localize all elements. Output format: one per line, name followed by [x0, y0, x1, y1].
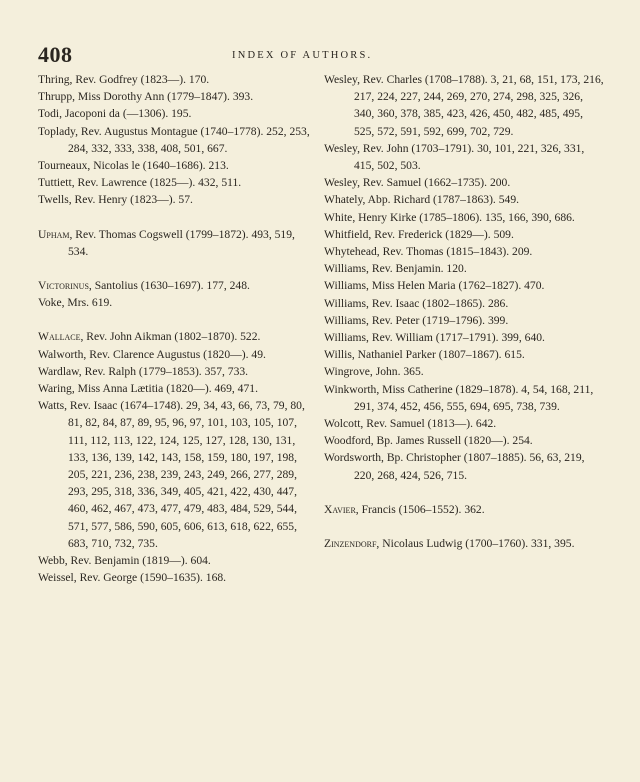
index-entry: Waring, Miss Anna Lætitia (1820—). 469, 471. — [38, 382, 258, 396]
index-entry — [324, 535, 604, 552]
author-surname: Victorinus — [38, 279, 89, 293]
index-entry: Whytehead, Rev. Thomas (1815–1843). 209. — [324, 245, 533, 259]
page-number: 408 — [38, 42, 73, 67]
index-entry: Todi, Jacoponi da (—1306). 195. — [38, 107, 192, 121]
index-entry: Williams, Rev. Benjamin. 120. — [324, 262, 467, 276]
index-entry: Whately, Abp. Richard (1787–1863). 549. — [324, 193, 520, 207]
index-entry: Wesley, Rev. Samuel (1662–1735). 200. — [324, 176, 511, 190]
right-column — [324, 71, 604, 552]
index-entry: Wingrove, John. 365. — [324, 365, 424, 379]
index-entry: Thrupp, Miss Dorothy Ann (1779–1847). 393. — [38, 90, 254, 104]
index-entry: Williams, Rev. William (1717–1791). 399, 640. — [324, 331, 545, 345]
section-gap — [38, 260, 310, 277]
index-entry: Whitfield, Rev. Frederick (1829—). 509. — [324, 227, 514, 241]
author-surname: Zinzendorf — [324, 537, 377, 551]
author-surname: Wallace — [38, 330, 81, 344]
index-entry: Wesley, Rev. John (1703–1791). 30, 101, 221, 326, 331, 415, 502, 503. — [324, 141, 585, 173]
index-entry: Weissel, Rev. George (1590–1635). 168. — [38, 571, 227, 585]
index-entry: Wardlaw, Rev. Ralph (1779–1853). 357, 733. — [38, 364, 249, 378]
index-entry: Willis, Nathaniel Parker (1807–1867). 615. — [324, 348, 525, 362]
running-head: INDEX OF AUTHORS. — [232, 50, 373, 61]
index-entry: Williams, Miss Helen Maria (1762–1827). 470. — [324, 279, 545, 293]
index-entry: Wolcott, Rev. Samuel (1813—). 642. — [324, 417, 497, 431]
entry-details: , Santolius (1630–1697). 177, 248. — [88, 279, 250, 293]
index-entry: Williams, Rev. Isaac (1802–1865). 286. — [324, 296, 509, 310]
index-entry: Winkworth, Miss Catherine (1829–1878). 4, 54, 168, 211, 291, 374, 452, 456, 555, 694, 695, 738, 739. — [324, 382, 594, 413]
author-surname: Upham — [38, 227, 70, 241]
section-gap — [324, 484, 604, 501]
left-column — [38, 71, 310, 586]
entry-details: , Francis (1506–1552). 362. — [355, 502, 485, 516]
index-entry: Voke, Mrs. 619. — [38, 296, 113, 310]
index-entry: Wesley, Rev. Charles (1708–1788). 3, 21, 68, 151, 173, 216, 217, 224, 227, 244, 269, 270, 274, 298, 325, 326, 340, 360, 378, 385, 423, 426, 450, 482, 485, 495, 525, 572, 591, 592, 699, 702, 729. — [324, 73, 604, 138]
index-entry: Watts, Rev. Isaac (1674–1748). 29, 34, 43, 66, 73, 79, 80, 81, 82, 84, 87, 89, 95, 96, 97, 101, 103, 105, 107, 111, 112, 113, 122, 124, 125, 127, 128, 130, 131, 133, 136, 139, 142, 143, 158, 159, 180, 197, 198, 205, 221, 236, 238, 239, 243, 249, 266, 277, 289, 293, 295, 318, 336, 349, 405, 421, 422, 430, 447, 460, 462, 467, 473, 477, 479, 483, 484, 529, 544, 571, 577, 586, 590, 605, 606, 613, 618, 622, 655, 683, 710, 732, 735. — [38, 399, 305, 550]
author-surname: Xavier — [324, 502, 356, 516]
section-gap — [324, 518, 604, 535]
index-entry — [38, 328, 310, 345]
index-entry: Williams, Rev. Peter (1719–1796). 399. — [324, 313, 509, 327]
entry-details: , Rev. Thomas Cogswell (1799–1872). 493, 519, 534. — [68, 227, 295, 258]
index-entry: Webb, Rev. Benjamin (1819—). 604. — [38, 554, 211, 568]
section-gap — [38, 311, 310, 328]
index-entry: Tuttiett, Rev. Lawrence (1825—). 432, 511. — [38, 176, 242, 190]
entry-details: , Rev. John Aikman (1802–1870). 522. — [80, 330, 261, 344]
index-entry — [38, 277, 310, 294]
index-entry — [38, 226, 310, 260]
index-entry: White, Henry Kirke (1785–1806). 135, 166, 390, 686. — [324, 210, 575, 224]
index-entry: Tourneaux, Nicolas le (1640–1686). 213. — [38, 159, 229, 173]
entry-details: , Nicolaus Ludwig (1700–1760). 331, 395. — [376, 537, 575, 551]
section-gap — [38, 209, 310, 226]
index-entry — [324, 501, 604, 518]
index-entry: Thring, Rev. Godfrey (1823—). 170. — [38, 73, 210, 86]
index-entry: Wordsworth, Bp. Christopher (1807–1885). 56, 63, 219, 220, 268, 424, 526, 715. — [324, 451, 585, 482]
index-entry: Woodford, Bp. James Russell (1820—). 254. — [324, 434, 533, 448]
index-entry: Toplady, Rev. Augustus Montague (1740–1778). 252, 253, 284, 332, 333, 338, 408, 501, 667. — [38, 124, 310, 155]
index-entry: Twells, Rev. Henry (1823—). 57. — [38, 193, 193, 207]
index-entry: Walworth, Rev. Clarence Augustus (1820—). 49. — [38, 347, 266, 361]
